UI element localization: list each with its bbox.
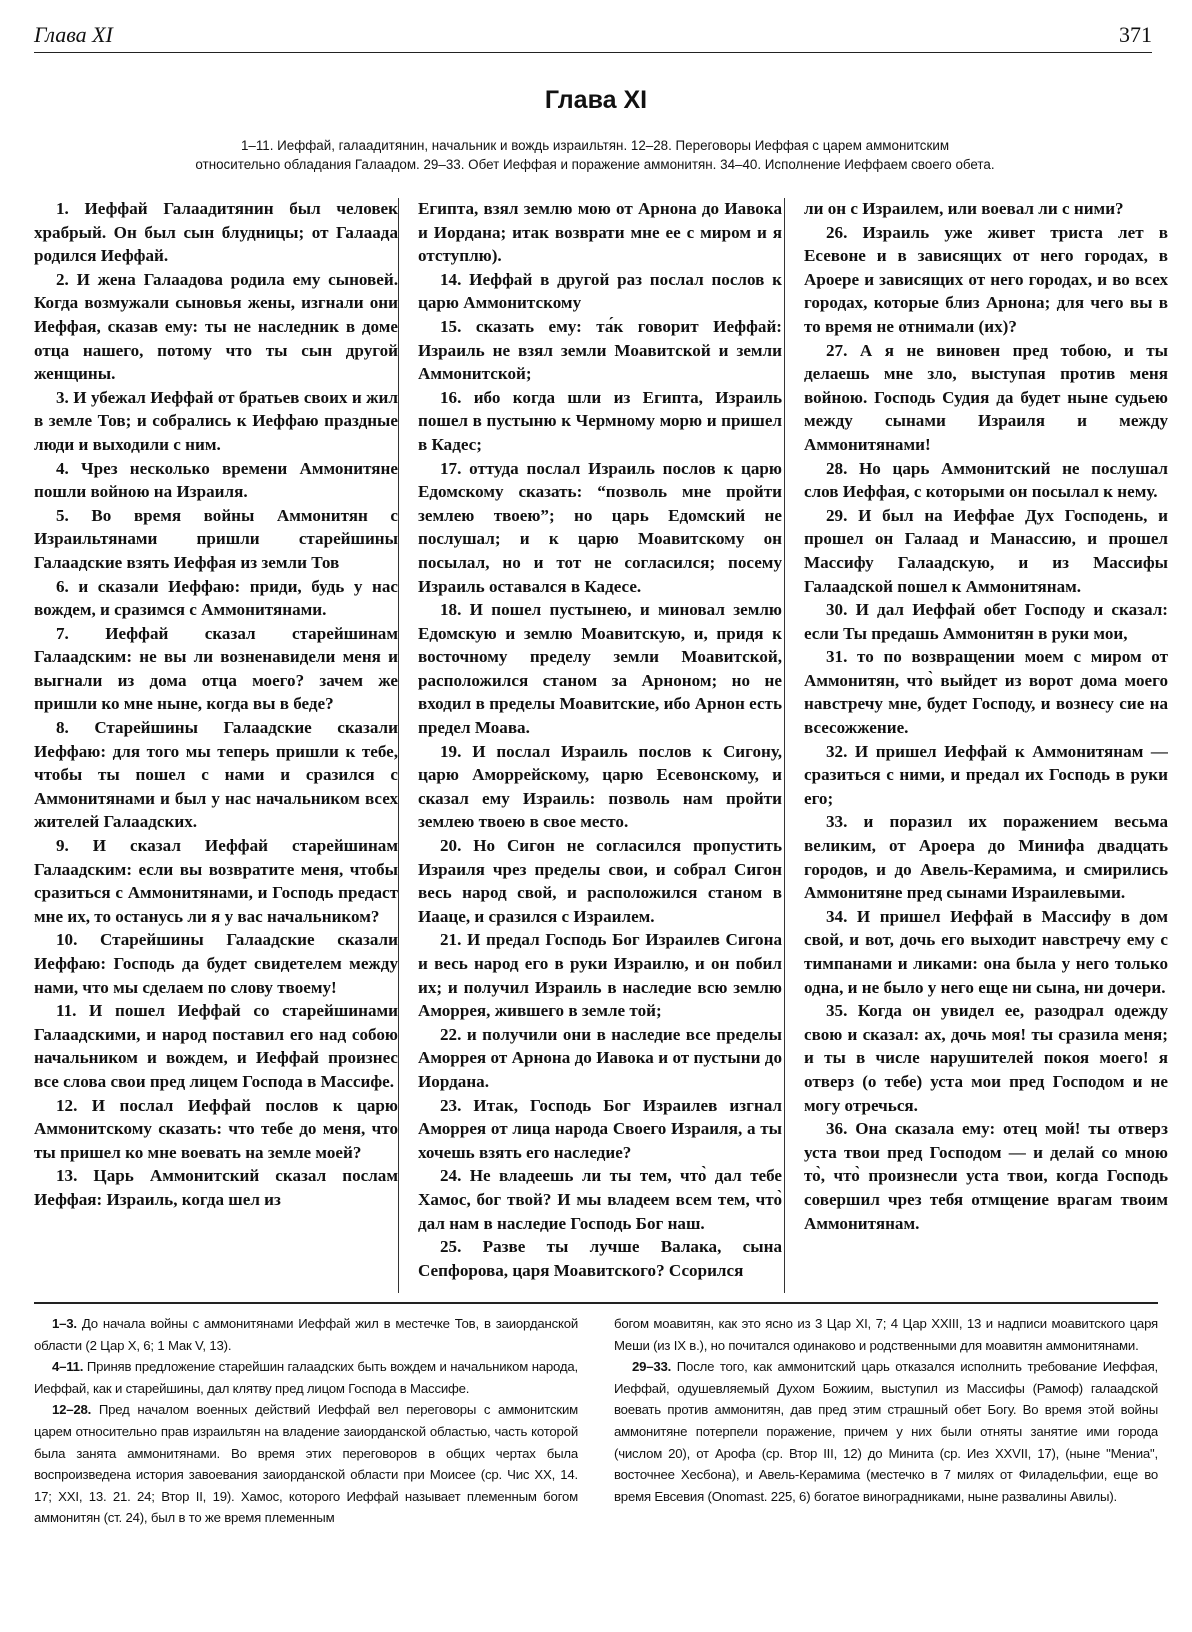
note-ref: 4–11.	[52, 1359, 84, 1375]
commentary-column-1	[34, 1313, 578, 1613]
commentary-note	[34, 1313, 578, 1356]
verse-column-2	[418, 197, 782, 1312]
commentary-divider	[34, 1302, 1158, 1304]
note-text: Приняв предложение старейшин галаадских быть вождем и начальником народа, Иеффай, как и старейшины, дал клятву пред лицом Господа в Массифе.	[34, 1359, 578, 1396]
summary-line: относительно обладания Галаадом. 29–33. Обет Иеффая и поражение аммонитян. 34–40. Исполнение Иеффаем своего обета.	[195, 157, 995, 172]
verse: 12. И послал Иеффай послов к царю Аммонитскому сказать: что тебе до меня, что ты пришел ко мне воевать на земле моей?	[34, 1095, 398, 1162]
verse: 4. Чрез несколько времени Аммонитяне пошли войною на Израиля.	[34, 458, 398, 502]
verse: 15. сказать ему: та́к говорит Иеффай: Израиль не взял земли Моавитской и земли Аммонитской;	[418, 316, 782, 384]
verse: 21. И предал Господь Бог Израилев Сигона и весь народ его в руки Израилю, и он побил их; и получил Израиль в наследие всю землю Аморрея, жившего в земле той;	[418, 930, 782, 1021]
verse: 35. Когда он увидел ее, разодрал одежду свою и сказал: ах, дочь моя! ты сразила меня; и ты в числе нарушителей покоя моего! я отверз (о тебе) уста мои пред Господом и не могу отречься.	[804, 1001, 1168, 1115]
verse: 9. И сказал Иеффай старейшинам Галаадским: если вы возвратите меня, чтобы сразиться с Аммонитянами, и Господь предаст мне их, то останусь ли я у вас начальником?	[34, 836, 398, 926]
verse: 10. Старейшины Галаадские сказали Иеффаю: Господь да будет свидетелем между нами, что мы сделаем по слову твоему!	[34, 930, 398, 997]
verse-continuation: Египта, взял землю мою от Арнона до Иавока и Иордана; итак возврати мне ее с миром и я отступлю).	[418, 199, 782, 266]
verse-column-3	[804, 197, 1168, 1312]
note-text: До начала войны с аммонитянами Иеффай жил в местечке Тов, в заиорданской области (2 Цар X, 6; 1 Мак V, 13).	[34, 1316, 578, 1353]
verse: 30. И дал Иеффай обет Господу и сказал: если Ты предашь Аммонитян в руки мои,	[804, 600, 1168, 643]
note-ref: 12–28.	[52, 1402, 92, 1418]
note-text: После того, как аммонитский царь отказался исполнить требование Иеффая, Иеффай, одушевляемый Духом Божиим, выступил из Массифы (Рамоф) галаадской воевать против аммонитян, дав пред этим страшный обет Богу. Во время этой войны аммонитяне потерпели поражение, причем у них были отняты занятие ими города (числом 20), от Арофа (ср. Втор III, 12) до Минита (ср. Иез XXVII, 17), (ныне "Мениа", восточнее Хесбона), и Авель-Керамима (местечко в 7 милях от Филадельфии, еще во время Евсевия (Onomast. 225, 6) богатое виноградниками, ныне развалины Авилы).	[614, 1359, 1158, 1504]
verse: 36. Она сказала ему: отец мой! ты отверз уста твои пред Господом — и делай со мною то̀, что̀ произнесли уста твои, когда Господь совершил чрез тебя отмщение врагам твоим Аммонитянам.	[804, 1119, 1168, 1233]
commentary-note	[34, 1356, 578, 1399]
verse: 14. Иеффай в другой раз послал послов к царю Аммонитскому	[418, 269, 782, 313]
commentary	[34, 1313, 1158, 1623]
verse: 20. Но Сигон не согласился пропустить Израиля чрез пределы свои, и собрал Сигон весь народ свой, и расположился станом в Иааце, и сразился с Израилем.	[418, 836, 782, 926]
running-head-chapter: Глава XI	[34, 22, 113, 47]
verse: 7. Иеффай сказал старейшинам Галаадским: не вы ли возненавидели меня и выгнали из дома отца моего? зачем же пришли ко мне ныне, когда вы в беде?	[34, 623, 398, 714]
verse: 26. Израиль уже живет триста лет в Есевоне и в зависящих от него городах, в Ароере и зависящих от него городах, и во всех городах, которые близ Арнона; для чего вы в то время не отнимали (их)?	[804, 222, 1168, 336]
note-ref: 1–3.	[52, 1316, 77, 1331]
verse: 8. Старейшины Галаадские сказали Иеффаю: для того мы теперь пришли к тебе, чтобы ты пошел с нами и сразился с Аммонитянами и был у нас начальником всех жителей Галаадских.	[34, 718, 398, 832]
verse: 13. Царь Аммонитский сказал послам Иеффая: Израиль, когда шел из	[34, 1166, 398, 1209]
verse: 25. Разве ты лучше Валака, сына Сепфорова, царя Моавитского? Ссорился	[418, 1237, 782, 1280]
verse: 32. И пришел Иеффай к Аммонитянам — сразиться с ними, и предал их Господь в руки его;	[804, 741, 1168, 808]
note-ref: 29–33.	[632, 1359, 672, 1375]
verse-columns	[34, 197, 1168, 1317]
page-number: 371	[1119, 22, 1152, 47]
verse: 24. Не владеешь ли ты тем, что̀ дал тебе Хамос, бог твой? И мы владеем всем тем, что̀ дал нам в наследие Господь Бог наш.	[418, 1166, 782, 1233]
verse-continuation: ли он с Израилем, или воевал ли с ними?	[804, 199, 1124, 218]
verse: 18. И пошел пустынею, и миновал землю Едомскую и землю Моавитскую, и, придя к восточному пределу земли Моавитской, расположился станом за Арноном; но не входил в пределы Моавитские, ибо Арнон есть предел Моава.	[418, 600, 782, 738]
verse: 28. Но царь Аммонитский не послушал слов Иеффая, с которыми он посылал к нему.	[804, 458, 1168, 502]
verse: 11. И пошел Иеффай со старейшинами Галаадскими, и народ поставил его над собою начальником и вождем, и Иеффай произнес все слова свои пред лицем Господа в Массифе.	[34, 1001, 398, 1091]
summary-line: 1–11. Иеффай, галаадитянин, начальник и вождь израильтян. 12–28. Переговоры Иеффая с царем аммонитским	[240, 138, 950, 153]
verse: 22. и получили они в наследие все пределы Аморрея от Арнона до Иавока и от пустыни до Иордана.	[418, 1024, 782, 1091]
verse: 19. И послал Израиль послов к Сигону, царю Аморрейскому, царю Есевонскому, и сказал ему Израиль: позволь нам пройти землею твоею в свое место.	[418, 741, 782, 832]
note-text: Пред началом военных действий Иеффай вел переговоры с аммонитским царем относительно прав израильтян на владение заиорданской областью, часть которой была занята аммонитянами. Во время этих переговоров в общих чертах была воспроизведена история завоевания заиорданской области при Моисее (ср. Чис XX, 14. 17; XXI, 13. 21. 24; Втор II, 19). Хамос, которого Иеффай называет племенным богом аммонитян (ст. 24), был в то же время племенным	[34, 1402, 578, 1526]
running-head	[34, 22, 1152, 53]
commentary-note	[614, 1356, 1158, 1507]
verse-column-1	[34, 197, 398, 1312]
verse: 5. Во время войны Аммонитян с Израильтянами пришли старейшины Галаадские взять Иеффая из земли Тов	[34, 505, 398, 572]
verse: 2. И жена Галаадова родила ему сыновей. Когда возмужали сыновья жены, изгнали они Иеффая, сказав ему: ты не наследник в доме отца нашего, потому что ты сын другой женщины.	[34, 269, 398, 384]
verse: 1. Иеффай Галаадитянин был человек храбрый. Он был сын блудницы; от Галаада родился Иеффай.	[34, 199, 398, 266]
verse: 16. ибо когда шли из Египта, Израиль пошел в пустыню к Чермному морю и пришел в Кадес;	[418, 387, 782, 454]
verse: 31. то по возвращении моем с миром от Аммонитян, что̀ выйдет из ворот дома моего навстречу мне, будет Господу, и вознесу сие на всесожжение.	[804, 647, 1168, 738]
chapter-summary	[120, 136, 1070, 174]
verse: 3. И убежал Иеффай от братьев своих и жил в земле Тов; и собрались к Иеффаю праздные люди и выходили с ним.	[34, 387, 398, 454]
verse: 29. И был на Иеффае Дух Господень, и прошел он Галаад и Манассию, и прошел Массифу Галаадскую, и из Массифы Галаадской пошел к Аммонитянам.	[804, 505, 1168, 596]
verse: 17. оттуда послал Израиль послов к царю Едомскому сказать: “позволь мне пройти землею твоею”; но царь Едомский не послушал; и к царю Моавитскому он посылал, но и тот не согласился; посему Израиль оставался в Кадесе.	[418, 458, 782, 596]
verse: 23. Итак, Господь Бог Израилев изгнал Аморрея от лица народа Своего Израиля, а ты хочешь взять его наследие?	[418, 1095, 782, 1162]
verse: 34. И пришел Иеффай в Массифу в дом свой, и вот, дочь его выходит навстречу ему с тимпанами и ликами: она была у него только одна, и не было у него еще ни сына, ни дочери.	[804, 906, 1168, 997]
chapter-title: Глава XI	[544, 86, 648, 114]
verse: 27. А я не виновен пред тобою, и ты делаешь мне зло, выступая против меня войною. Господь Судия да будет ныне судьею между сынами Израиля и между Аммонитянами!	[804, 340, 1168, 454]
commentary-note	[34, 1399, 578, 1529]
verse: 6. и сказали Иеффаю: приди, будь у нас вождем, и сразимся с Аммонитянами.	[34, 576, 398, 620]
commentary-column-2	[614, 1313, 1158, 1613]
verse: 33. и поразил их поражением весьма великим, от Ароера до Минифа двадцать городов, и до Авель-Керамима, и смирились Аммонитяне пред сынами Израилевыми.	[804, 812, 1168, 903]
commentary-continuation: богом моавитян, как это ясно из 3 Цар XI, 7; 4 Цар XXIII, 13 и надписи моавитского царя Меши (из IX в.), но почитался одинаково и родственными для моавитян аммонитянами.	[614, 1316, 1158, 1353]
